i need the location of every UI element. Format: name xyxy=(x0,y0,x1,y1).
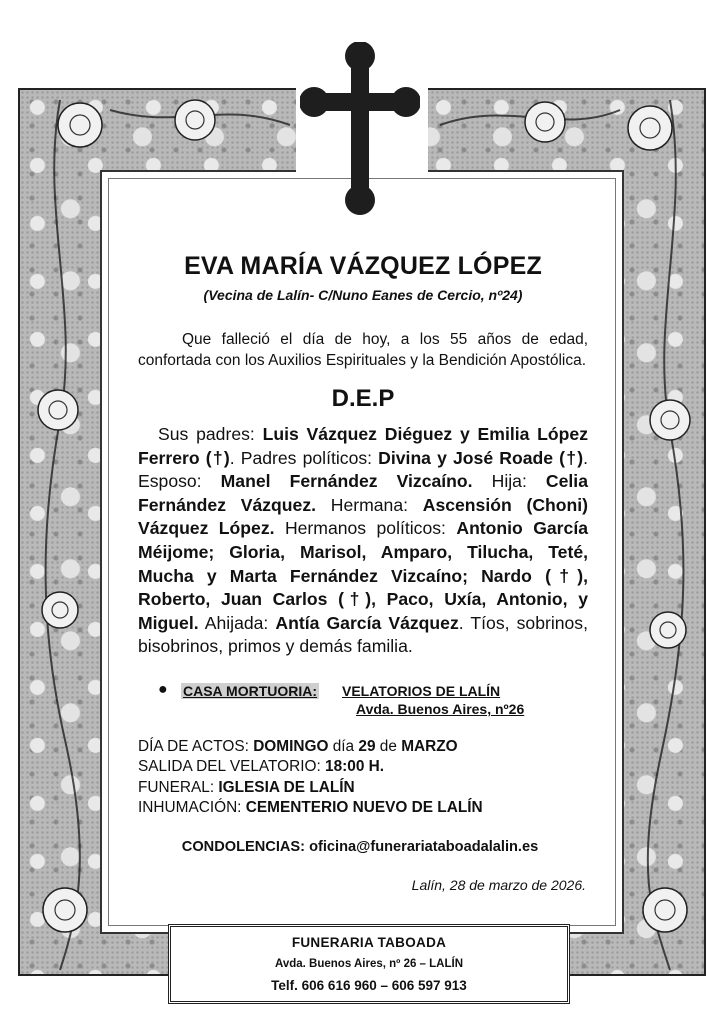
acts-schedule xyxy=(138,737,588,819)
family-paragraph xyxy=(138,423,588,659)
acts-day-label: DÍA DE ACTOS: xyxy=(138,737,254,755)
family-segment: Antía García Vázquez xyxy=(275,612,459,633)
acts-day xyxy=(138,737,588,758)
family-segment: Celia Fernández Vázquez. xyxy=(138,471,588,515)
departure-label: SALIDA DEL VELATORIO: xyxy=(138,758,326,776)
funeraria-phones: Telf. 606 616 960 – 606 597 913 xyxy=(271,978,467,993)
casa-mortuoria xyxy=(138,680,588,719)
bullet-icon: ● xyxy=(158,680,168,698)
departure-time: 18:00 H. xyxy=(325,758,385,776)
acts-day-word: día xyxy=(328,737,359,755)
family-segment: Luis Vázquez Diéguez y Emilia López Ferrero (†) xyxy=(138,424,589,468)
burial-place: CEMENTERIO NUEVO DE LALÍN xyxy=(245,799,483,817)
family-segment: Divina y José Roade (†) xyxy=(378,447,584,468)
funeraria-box xyxy=(168,924,570,1004)
acts-burial xyxy=(138,798,588,819)
family-segment: Hermana: xyxy=(316,494,423,515)
funeral-place: IGLESIA DE LALÍN xyxy=(218,778,355,796)
funeraria-address: Avda. Buenos Aires, nº 26 – LALÍN xyxy=(274,958,464,970)
acts-departure xyxy=(138,757,588,778)
burial-label: INHUMACIÓN: xyxy=(138,799,246,817)
family-segment: . Esposo: xyxy=(138,447,589,492)
family-segment: . Padres políticos: xyxy=(229,447,379,468)
family-segment: . Tíos, sobrinos, bisobrinos, primos y demás familia. xyxy=(138,612,588,657)
acts-funeral xyxy=(138,778,588,799)
family-segment: Manel Fernández Vizcaíno. xyxy=(220,471,473,492)
intro-paragraph: Que falleció el día de hoy, a los 55 años de edad, confortada con los Auxilios Espirituales y la Bendición Apostólica. xyxy=(138,331,588,369)
family-segment: Ascensión (Choni) Vázquez López. xyxy=(138,494,589,539)
family-segment: Ahijada: xyxy=(198,612,276,633)
family-segment: Sus padres: xyxy=(158,424,263,444)
casa-mortuoria-label: CASA MORTUORIA: xyxy=(183,682,318,699)
family-segment: Antonio García Méijome; Gloria, Marisol, Amparo, Tilucha, Teté, Mucha y Marta Fernández Vizcaíno; Nardo (†), Roberto, Juan Carlos (†), Paco, Uxía, Antonio, y Miguel. xyxy=(138,518,588,633)
acts-weekday: DOMINGO xyxy=(253,737,329,755)
date-place: Lalín, 28 de marzo de 2026. xyxy=(411,876,586,893)
casa-mortuoria-address: Avda. Buenos Aires, nº26 xyxy=(356,700,525,717)
deceased-address: (Vecina de Lalín- C/Nuno Eanes de Cercio, nº24) xyxy=(203,287,523,303)
funeral-label: FUNERAL: xyxy=(138,778,219,796)
condolences-line: CONDOLENCIAS: oficina@funerariataboadalalin.es xyxy=(181,838,539,855)
family-segment: Hermanos políticos: xyxy=(274,518,457,539)
deceased-name: EVA MARÍA VÁZQUEZ LÓPEZ xyxy=(184,252,542,280)
family-segment: Hija: xyxy=(472,471,546,492)
cross-icon xyxy=(300,42,420,216)
obituary-content xyxy=(138,252,588,893)
funeraria-name: FUNERARIA TABOADA xyxy=(291,935,447,950)
acts-day-of: de xyxy=(375,737,402,755)
acts-month: MARZO xyxy=(401,737,458,755)
acts-day-number: 29 xyxy=(358,737,376,755)
casa-mortuoria-place: VELATORIOS DE LALÍN xyxy=(342,682,501,699)
dep-heading: D.E.P xyxy=(331,385,395,412)
